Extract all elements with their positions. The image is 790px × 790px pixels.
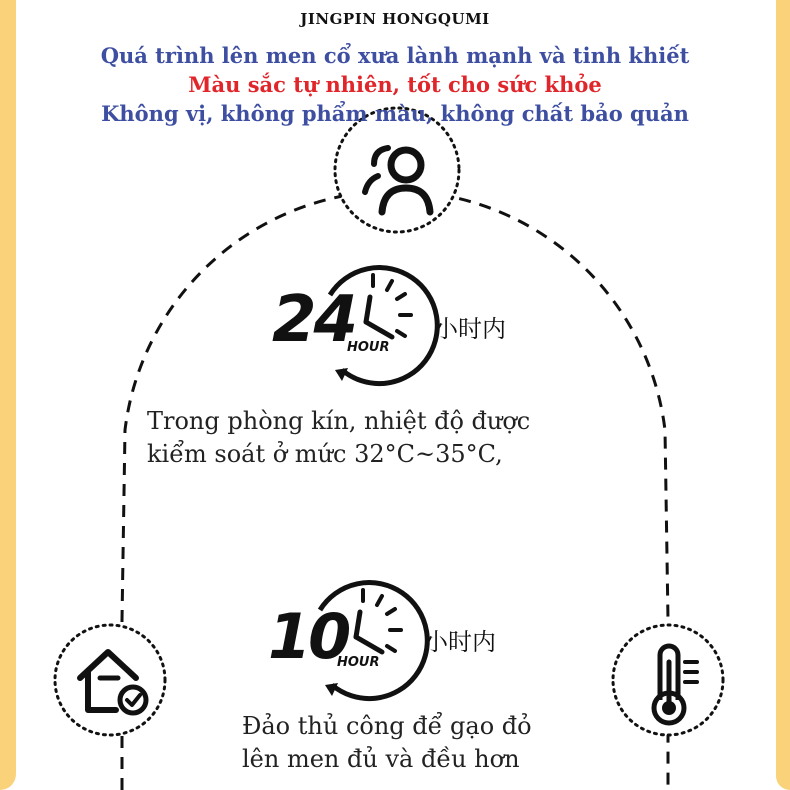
house-check-icon	[55, 625, 165, 735]
step2-unit-label: 小时内	[424, 628, 496, 656]
tagline-2: Màu sắc tự nhiên, tốt cho sức khỏe	[188, 72, 602, 97]
people-icon	[335, 108, 459, 232]
step2-description-line2: lên men đủ và đều hơn	[242, 745, 520, 773]
step1-unit-label: 小时内	[434, 315, 506, 343]
step2-hour-number: 10	[268, 600, 349, 673]
step2-hour-label: HOUR	[337, 655, 380, 670]
thermometer-icon	[613, 625, 723, 735]
step1-hour-label: HOUR	[347, 340, 390, 355]
step1-description-line2: kiểm soát ở mức 32°C~35°C,	[147, 440, 503, 468]
step1-hour-number: 24	[272, 283, 356, 357]
brand-name: JINGPIN HONGQUMI	[300, 10, 490, 28]
step1-description-line1: Trong phòng kín, nhiệt độ được	[147, 407, 531, 435]
tagline-1: Quá trình lên men cổ xưa lành mạnh và tinh khiết	[100, 43, 690, 68]
dashed-arch-path	[122, 191, 668, 790]
tagline-3: Không vị, không phẩm màu, không chất bảo quản	[101, 101, 689, 126]
step2-description-line1: Đảo thủ công để gạo đỏ	[242, 712, 532, 740]
